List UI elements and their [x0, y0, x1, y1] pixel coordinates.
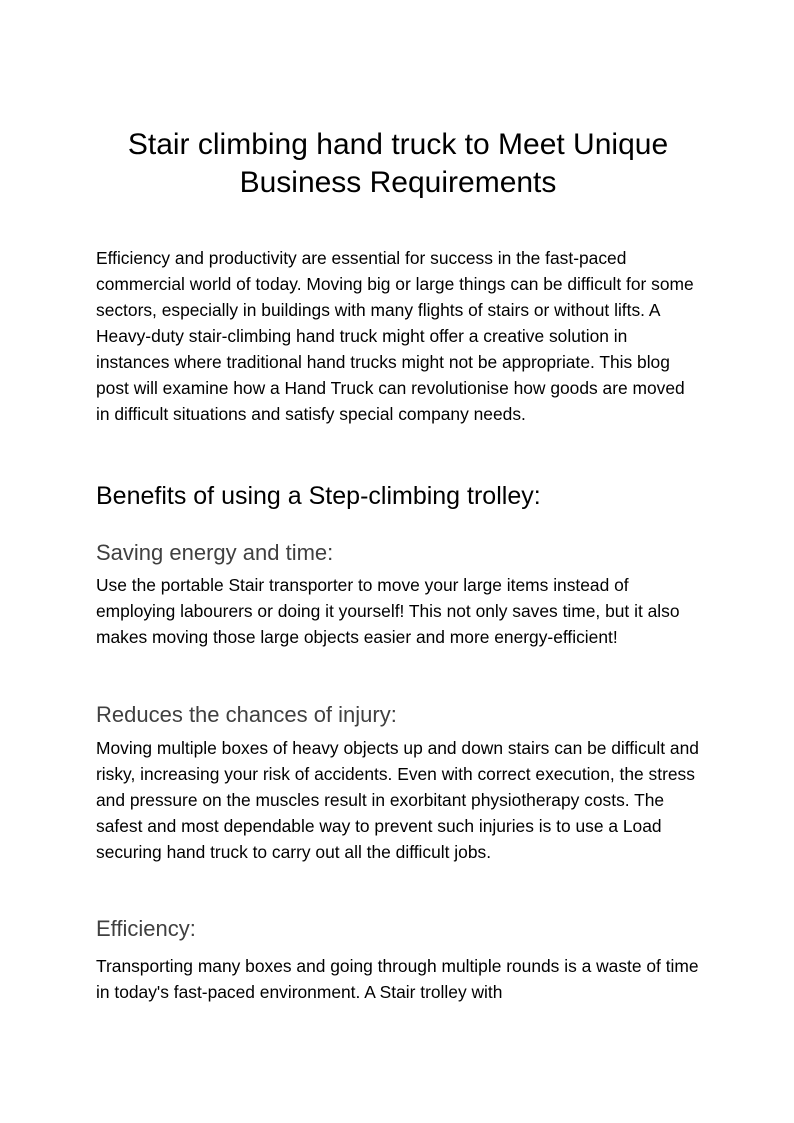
section-heading-efficiency: Efficiency:: [96, 916, 196, 941]
section-body-saving-energy: Use the portable Stair transporter to move your large items instead of employing labourers or doing it yourself! This not only saves time, but it also makes moving those large objects easier and more energy-efficient!: [96, 575, 680, 647]
intro-paragraph: Efficiency and productivity are essential for success in the fast-paced commercial world of today. Moving big or large things can be difficult for some sectors, especially in buildings with many flights of stairs or without lifts. A Heavy-duty stair-climbing hand truck might offer a creative solution in instances where traditional hand trucks might not be appropriate. This blog post will examine how a Hand Truck can revolutionise how goods are moved in difficult situations and satisfy special company needs.: [96, 248, 694, 424]
section-heading-reduces-injury: Reduces the chances of injury:: [96, 702, 397, 727]
benefits-heading: Benefits of using a Step-climbing trolley:: [96, 482, 541, 510]
section-heading-saving-energy: Saving energy and time:: [96, 540, 334, 565]
page-title: Stair climbing hand truck to Meet Unique Business Requirements: [127, 128, 669, 199]
section-body-reduces-injury: Moving multiple boxes of heavy objects up and down stairs can be difficult and risky, increasing your risk of accidents. Even with correct execution, the stress and pressure on the muscles result in exorbitant physiotherapy costs. The safest and most dependable way to prevent such injuries is to use a Load securing hand truck to carry out all the difficult jobs.: [96, 738, 699, 862]
section-body-efficiency: Transporting many boxes and going through multiple rounds is a waste of time in today's fast-paced environment. A Stair trolley with: [96, 956, 699, 1002]
